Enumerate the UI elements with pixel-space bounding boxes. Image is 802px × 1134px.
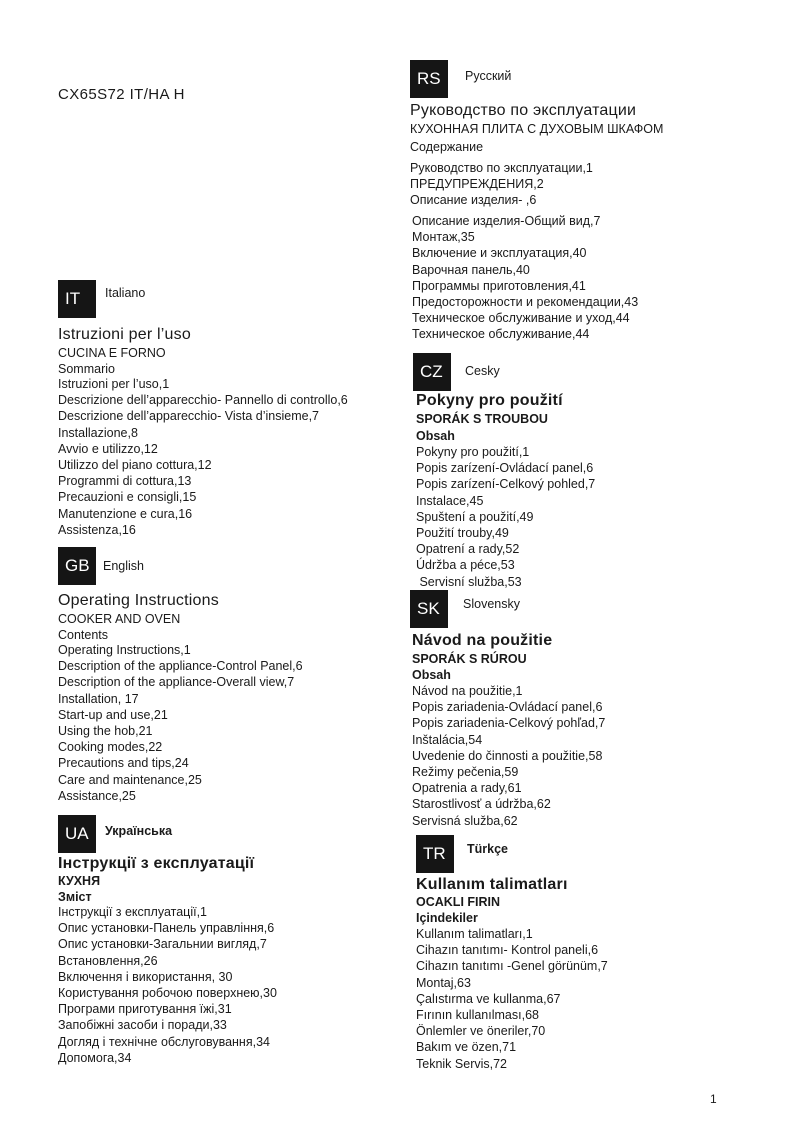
- contents-label-rs: Содержание: [410, 140, 484, 154]
- contents-item: Assistance,25: [58, 788, 136, 803]
- section-title-ua: Інструкції з експлуатації: [58, 855, 255, 872]
- contents-item: Starostlivosť a údržba,62: [412, 797, 551, 812]
- language-badge-it: IT: [58, 280, 96, 318]
- contents-label-gb: Contents: [58, 628, 109, 642]
- contents-item: Програми приготування їжі,31: [58, 1002, 232, 1017]
- contents-item: Включение и эксплуатация,40: [412, 246, 587, 261]
- contents-item: Предосторожности и рекомендации,43: [412, 294, 639, 309]
- page-number: 1: [710, 1092, 717, 1106]
- contents-item: Care and maintenance,25: [58, 772, 202, 787]
- contents-item: Bakım ve özen,71: [416, 1040, 517, 1055]
- language-badge-cz: CZ: [413, 353, 451, 391]
- section-title-rs: Руководство по эксплуатации: [410, 102, 637, 119]
- contents-list-rs-a: [410, 160, 593, 209]
- contents-item: Programmi di cottura,13: [58, 474, 192, 489]
- language-badge-gb: GB: [58, 547, 96, 585]
- contents-item: Программы приготовления,41: [412, 278, 586, 293]
- contents-item: Руководство по эксплуатации,1: [410, 161, 593, 175]
- contents-item: Cihazın tanıtımı- Kontrol paneli,6: [416, 943, 599, 958]
- contents-item: Варочная панель,40: [412, 262, 530, 277]
- contents-item: Монтаж,35: [412, 230, 475, 245]
- section-title-gb: Operating Instructions: [58, 592, 219, 609]
- language-badge-sk: SK: [410, 590, 448, 628]
- contents-item: Assistenza,16: [58, 522, 136, 537]
- contents-item: Istruzioni per l’uso,1: [58, 377, 170, 391]
- contents-item: Opatrenia a rady,61: [412, 781, 522, 796]
- section-subtitle-ua: КУХНЯ: [58, 874, 101, 888]
- contents-item: Техническое обслуживание и уход,44: [412, 311, 630, 326]
- language-name-rs: Русский: [465, 69, 512, 83]
- contents-item: Інструкції з експлуатації,1: [58, 905, 207, 919]
- contents-item: Spuštení a použití,49: [416, 509, 534, 524]
- language-name-gb: English: [103, 559, 144, 573]
- contents-item: Návod na použitie,1: [412, 684, 523, 698]
- contents-item: Описание изделия-Общий вид,7: [412, 214, 601, 228]
- contents-list-cz: [416, 444, 595, 590]
- contents-item: Descrizione dell’apparecchio- Pannello di controllo,6: [58, 393, 348, 408]
- contents-item: Cooking modes,22: [58, 740, 163, 755]
- language-badge-rs: RS: [410, 60, 448, 98]
- contents-item: Запобіжні засоби і поради,33: [58, 1018, 227, 1033]
- contents-list-tr: [416, 926, 608, 1072]
- contents-label-it: Sommario: [58, 362, 115, 376]
- contents-item: Precauzioni e consigli,15: [58, 490, 197, 505]
- contents-item: Start-up and use,21: [58, 707, 168, 722]
- language-badge-tr: TR: [416, 835, 454, 873]
- contents-item: Включення і використання, 30: [58, 969, 233, 984]
- contents-item: Popis zariadenia-Celkový pohľad,7: [412, 716, 606, 731]
- contents-item: Опис установки-Панель управління,6: [58, 921, 275, 936]
- model-number: CX65S72 IT/HA H: [58, 86, 185, 103]
- contents-item: Опис установки-Загальнии вигляд,7: [58, 937, 267, 952]
- contents-item: Fırının kullanılması,68: [416, 1007, 539, 1022]
- contents-item: Using the hob,21: [58, 723, 153, 738]
- section-subtitle-sk: SPORÁK S RÚROU: [412, 652, 527, 666]
- contents-list-it: [58, 376, 348, 538]
- contents-item: Installation, 17: [58, 691, 139, 706]
- contents-item: Teknik Servis,72: [416, 1056, 508, 1071]
- contents-item: Користування робочою поверхнею,30: [58, 985, 277, 1000]
- section-title-tr: Kullanım talimatları: [416, 876, 568, 893]
- language-name-ua: Українська: [105, 824, 173, 838]
- contents-item: Operating Instructions,1: [58, 643, 191, 657]
- section-subtitle-cz: SPORÁK S TROUBOU: [416, 412, 548, 426]
- section-title-it: Istruzioni per l’uso: [58, 326, 191, 343]
- contents-label-tr: Içindekiler: [416, 911, 478, 925]
- language-badge-ua: UA: [58, 815, 96, 853]
- section-title-cz: Pokyny pro použití: [416, 392, 563, 409]
- section-subtitle-it: CUCINA E FORNO: [58, 346, 166, 360]
- contents-item: Встановлення,26: [58, 953, 158, 968]
- section-subtitle-tr: OCAKLI FIRIN: [416, 895, 501, 909]
- contents-item: Описание изделия- ,6: [410, 193, 537, 208]
- contents-list-gb: [58, 642, 303, 804]
- contents-item: Údržba a péce,53: [416, 558, 515, 573]
- contents-item: Manutenzione e cura,16: [58, 506, 193, 521]
- section-title-sk: Návod na použitie: [412, 632, 553, 649]
- contents-item: Inštalácia,54: [412, 732, 483, 747]
- contents-item: Cihazın tanıtımı -Genel görünüm,7: [416, 959, 608, 974]
- contents-item: Opatrení a rady,52: [416, 542, 520, 557]
- contents-item: Režimy pečenia,59: [412, 764, 519, 779]
- contents-item: Допомога,34: [58, 1050, 132, 1065]
- contents-item: Техническое обслуживание,44: [412, 327, 590, 342]
- contents-item: Popis zarízení-Ovládací panel,6: [416, 461, 594, 476]
- contents-list-rs-b: [412, 213, 638, 343]
- contents-label-ua: Зміст: [58, 890, 92, 904]
- contents-item: Avvio e utilizzo,12: [58, 441, 158, 456]
- contents-label-cz: Obsah: [416, 429, 455, 443]
- language-name-tr: Türkçe: [467, 842, 508, 856]
- contents-item: Descrizione dell’apparecchio- Vista d’insieme,7: [58, 409, 320, 424]
- contents-item: Popis zarízení-Celkový pohled,7: [416, 477, 596, 492]
- section-subtitle-gb: COOKER AND OVEN: [58, 612, 181, 626]
- contents-item: Popis zariadenia-Ovládací panel,6: [412, 700, 603, 715]
- contents-item: Önlemler ve öneriler,70: [416, 1024, 546, 1039]
- contents-item: Servisná služba,62: [412, 813, 518, 828]
- contents-item: Použití trouby,49: [416, 525, 509, 540]
- contents-item: Description of the appliance-Overall view,7: [58, 675, 295, 690]
- contents-item: Utilizzo del piano cottura,12: [58, 457, 212, 472]
- contents-item: Precautions and tips,24: [58, 756, 189, 771]
- language-name-it: Italiano: [105, 286, 146, 300]
- contents-item: Pokyny pro použití,1: [416, 445, 530, 459]
- contents-item: Instalace,45: [416, 493, 484, 508]
- contents-item: Kullanım talimatları,1: [416, 927, 533, 941]
- contents-item: Montaj,63: [416, 975, 471, 990]
- contents-item: Installazione,8: [58, 425, 138, 440]
- contents-item: ПРЕДУПРЕЖДЕНИЯ,2: [410, 177, 544, 192]
- section-subtitle-rs: КУХОННАЯ ПЛИТА С ДУХОВЫМ ШКАФОМ: [410, 122, 664, 136]
- contents-item: Догляд і технічне обслуговування,34: [58, 1034, 270, 1049]
- contents-list-ua: [58, 904, 277, 1066]
- contents-item: Uvedenie do činnosti a použitie,58: [412, 748, 603, 763]
- contents-item: Çalıstırma ve kullanma,67: [416, 991, 561, 1006]
- contents-item: Description of the appliance-Control Panel,6: [58, 659, 303, 674]
- contents-label-sk: Obsah: [412, 668, 451, 682]
- contents-item: Servisní služba,53: [416, 574, 522, 589]
- contents-list-sk: [412, 683, 605, 829]
- language-name-sk: Slovensky: [463, 597, 520, 611]
- language-name-cz: Cesky: [465, 364, 500, 378]
